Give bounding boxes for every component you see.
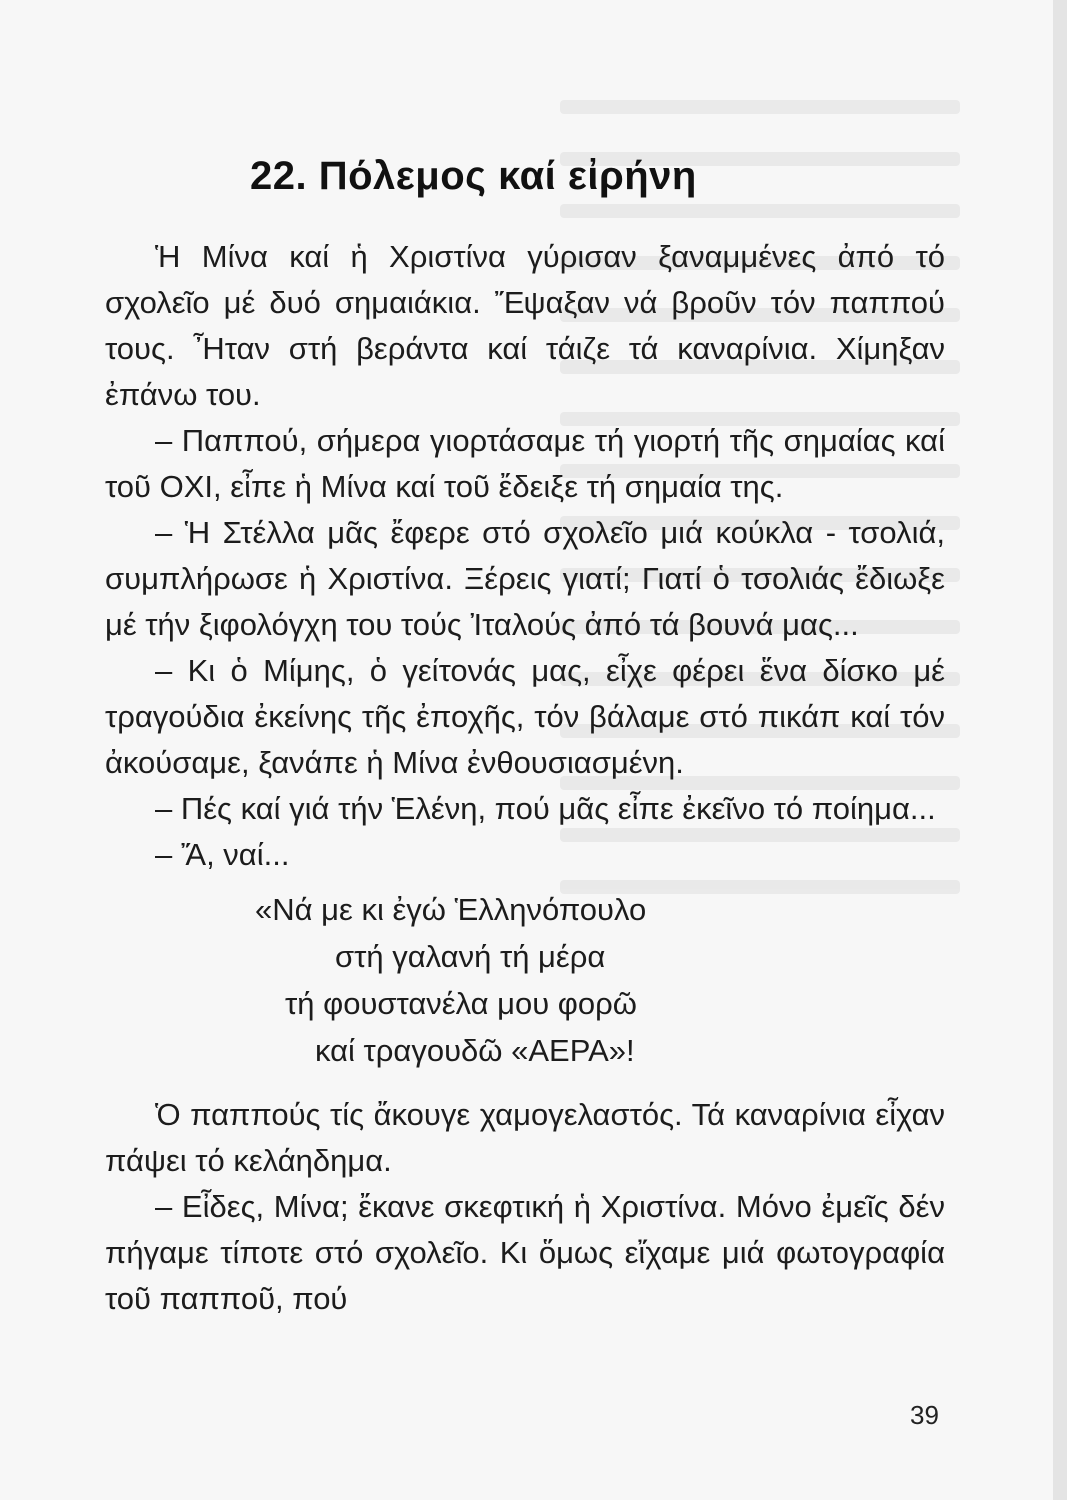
dialogue-line: – Πές καί γιά τήν Ἑλένη, πού μᾶς εἶπε ἐκεῖνο τό ποίημα... <box>155 791 936 826</box>
poem-line: καί τραγουδῶ «ΑΕΡΑ»! <box>315 1033 635 1068</box>
paragraph: Ἡ Μίνα καί ἡ Χριστίνα γύρισαν ξαναμμένες ἀπό τό σχολεῖο μέ δυό σημαιάκια. Ἔψαξαν νά βροῦν τόν παππού τους. Ἦταν στή βεράντα καί τάιζε τά καναρίνια. Χίμηξαν ἐπάνω του. <box>105 239 945 412</box>
dialogue-line: – Παππού, σήμερα γιορτάσαμε τή γιορτή τῆς σημαίας καί τοῦ ΟΧΙ, εἶπε ἡ Μίνα καί τοῦ ἔδειξε τή σημαία της. <box>105 423 945 504</box>
paragraph: Ὁ παππούς τίς ἄκουγε χαμογελαστός. Τά καναρίνια εἶχαν πάψει τό κελάηδημα. <box>105 1097 945 1178</box>
dialogue-line: – Ἡ Στέλλα μᾶς ἔφερε στό σχολεῖο μιά κούκλα - τσολιά, συμπλήρωσε ἡ Χριστίνα. Ξέρεις γιατί; Γιατί ὁ τσολιάς ἔδιωξε μέ τήν ξιφολόγχη του τούς Ἰταλούς ἀπό τά βουνά μας... <box>105 515 945 642</box>
chapter-title: 22. Πόλεμος καί εἰρήνη <box>250 154 697 198</box>
page-number: 39 <box>910 1400 939 1430</box>
dialogue-line: – Κι ὁ Μίμης, ὁ γείτονάς μας, εἶχε φέρει ἕνα δίσκο μέ τραγούδια ἐκείνης τῆς ἐποχῆς, τόν βάλαμε στό πικάπ καί τόν ἀκούσαμε, ξανάπε ἡ Μίνα ἐνθουσιασμένη. <box>105 653 945 780</box>
poem-line: στή γαλανή τή μέρα <box>335 939 606 974</box>
poem-line: τή φουστανέλα μου φορῶ <box>285 986 637 1021</box>
page-content <box>105 150 945 1322</box>
poem-line: «Νά με κι ἐγώ Ἑλληνόπουλο <box>255 892 647 927</box>
poem <box>105 886 945 1074</box>
dialogue-line: – Ἄ, ναί... <box>155 837 290 872</box>
dialogue-line: – Εἶδες, Μίνα; ἔκανε σκεφτική ἡ Χριστίνα. Μόνο ἐμεῖς δέν πήγαμε τίποτε στό σχολεῖο. Κι ὅμως εἴχαμε μιά φωτογραφία τοῦ παπποῦ, πού <box>105 1189 945 1316</box>
page-edge <box>1053 0 1067 1500</box>
